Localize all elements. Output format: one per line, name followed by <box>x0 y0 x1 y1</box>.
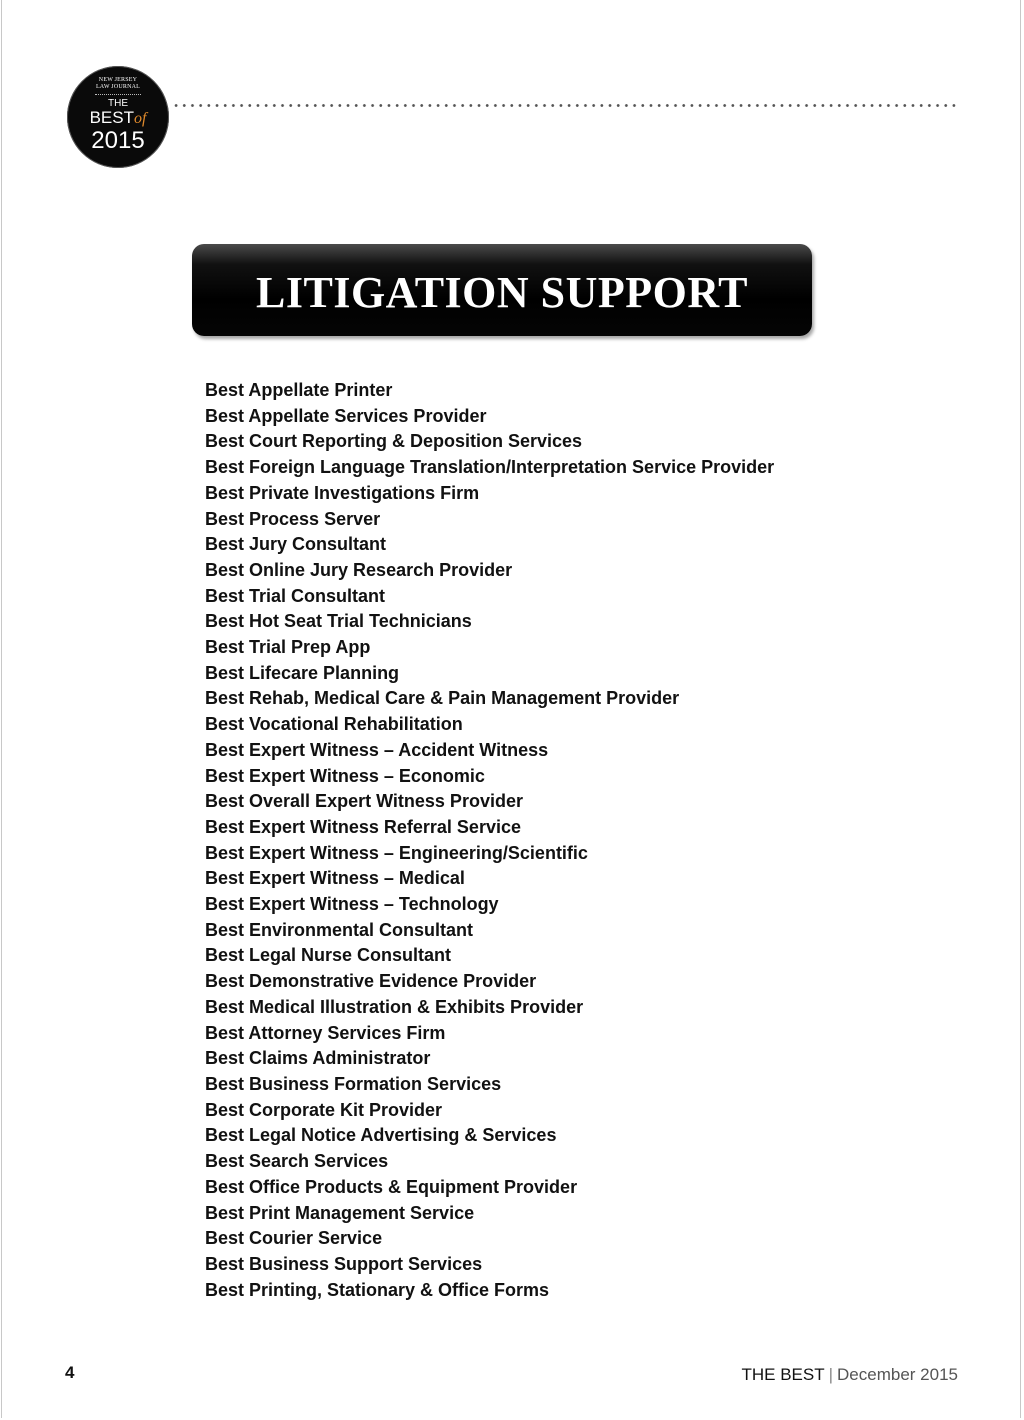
category-item: Best Expert Witness – Engineering/Scientific <box>205 842 588 863</box>
category-item: Best Courier Service <box>205 1228 383 1249</box>
running-footer <box>741 1365 958 1385</box>
category-item: Best Rehab, Medical Care & Pain Management Provider <box>205 688 680 709</box>
category-item: Best Court Reporting & Deposition Services <box>205 431 583 452</box>
category-item: Best Printing, Stationary & Office Forms <box>205 1279 550 1300</box>
category-item: Best Process Server <box>205 508 381 529</box>
category-item: Best Search Services <box>205 1151 389 1172</box>
seal-divider <box>95 94 141 95</box>
category-list <box>205 378 774 1303</box>
category-item: Best Business Formation Services <box>205 1073 502 1094</box>
footer-date: December 2015 <box>837 1365 958 1384</box>
best-of-2015-seal-logo <box>67 66 169 168</box>
category-item: Best Corporate Kit Provider <box>205 1099 443 1120</box>
footer-separator: | <box>828 1365 834 1384</box>
category-item: Best Claims Administrator <box>205 1048 431 1069</box>
category-item: Best Expert Witness Referral Service <box>205 816 521 837</box>
category-item: Best Expert Witness – Medical <box>205 868 465 889</box>
category-item: Best Demonstrative Evidence Provider <box>205 971 537 992</box>
category-item: Best Private Investigations Firm <box>205 482 480 503</box>
footer-brand: THE BEST <box>741 1365 825 1384</box>
seal-publication <box>67 77 169 91</box>
seal-of: of <box>133 110 147 127</box>
category-item: Best Jury Consultant <box>205 534 387 555</box>
category-item: Best Lifecare Planning <box>205 662 400 683</box>
category-item: Best Office Products & Equipment Provider <box>205 1176 578 1197</box>
page-number: 4 <box>65 1363 75 1382</box>
seal-best <box>67 109 169 128</box>
seal-best-word: BEST <box>89 108 134 127</box>
category-item: Best Vocational Rehabilitation <box>205 714 463 735</box>
category-item: Best Appellate Services Provider <box>205 405 487 426</box>
category-item: Best Legal Notice Advertising & Services <box>205 1125 557 1146</box>
seal-line-1: NEW JERSEY <box>98 77 138 83</box>
category-item: Best Online Jury Research Provider <box>205 559 513 580</box>
category-item: Best Expert Witness – Economic <box>205 765 485 786</box>
category-item: Best Expert Witness – Accident Witness <box>205 739 549 760</box>
category-item: Best Medical Illustration & Exhibits Provider <box>205 996 584 1017</box>
section-banner <box>192 244 812 336</box>
category-item: Best Attorney Services Firm <box>205 1022 446 1043</box>
seal-the: THE <box>108 98 128 109</box>
category-item: Best Environmental Consultant <box>205 919 474 940</box>
seal-year: 2015 <box>91 127 145 154</box>
category-item: Best Expert Witness – Technology <box>205 894 499 915</box>
category-item: Best Appellate Printer <box>205 380 393 400</box>
category-item: Best Trial Consultant <box>205 585 386 606</box>
category-item: Best Hot Seat Trial Technicians <box>205 611 472 632</box>
category-item: Best Foreign Language Translation/Interpretation Service Provider <box>205 457 775 478</box>
section-title: LITIGATION SUPPORT <box>256 267 748 317</box>
category-item: Best Overall Expert Witness Provider <box>205 791 523 812</box>
dotted-rule <box>172 103 960 108</box>
category-item: Best Print Management Service <box>205 1202 475 1223</box>
seal-line-2: LAW JOURNAL <box>95 84 141 90</box>
category-item: Best Trial Prep App <box>205 637 371 658</box>
category-item: Best Business Support Services <box>205 1253 483 1274</box>
category-item: Best Legal Nurse Consultant <box>205 945 452 966</box>
